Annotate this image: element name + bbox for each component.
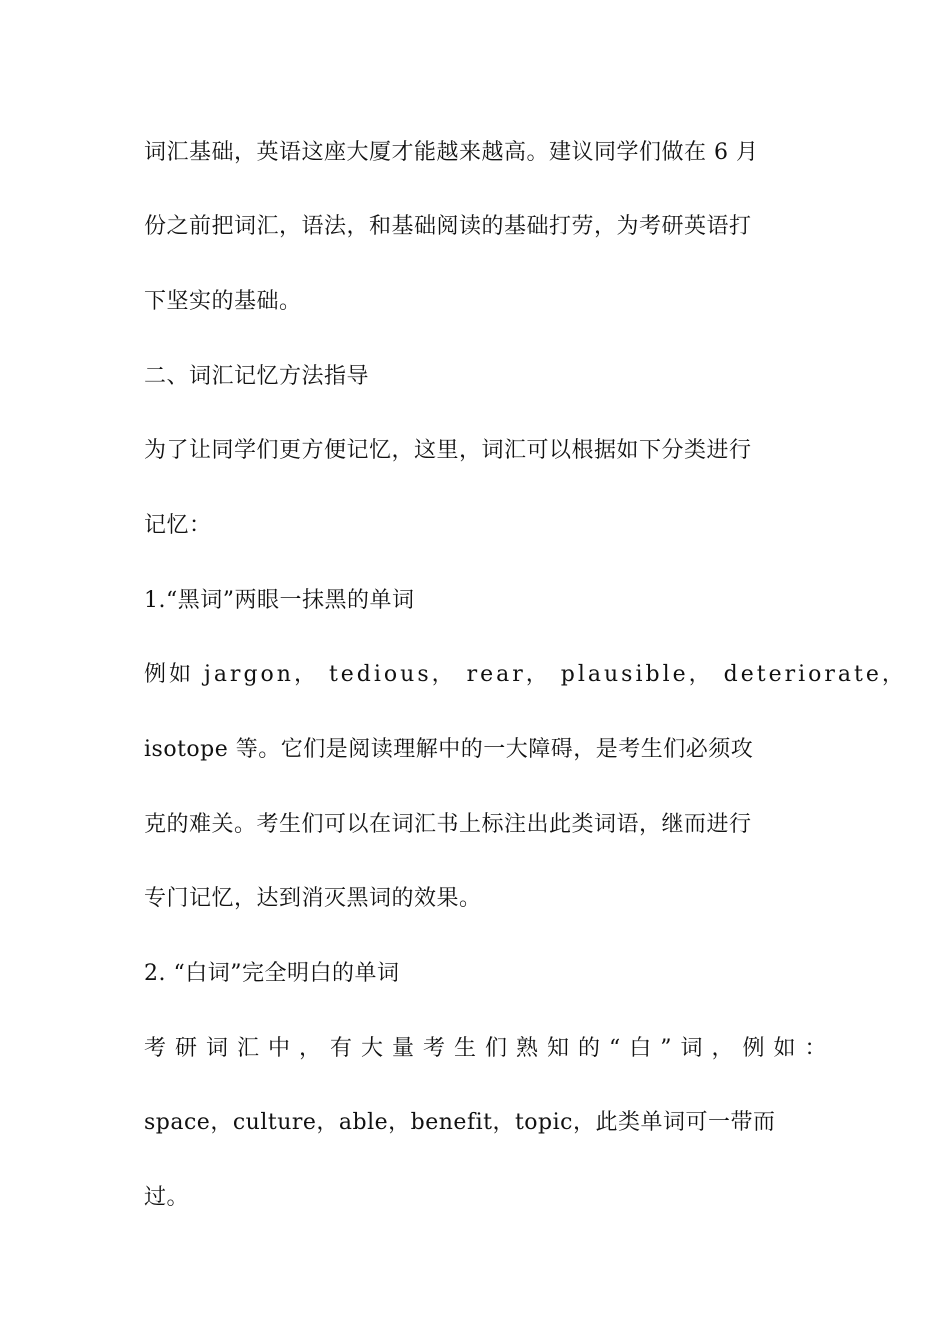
subheading-black-words: 1.“黑词”两眼一抹黑的单词 (144, 588, 415, 613)
subheading-white-words: 2. “白词”完全明白的单词 (144, 961, 400, 986)
section-heading: 二、词汇记忆方法指导 (144, 364, 370, 389)
paragraph-line-8: 例如 jargon， tedious， rear， plausible， deteriorate， (144, 662, 907, 687)
paragraph-line-10: 克的难关。考生们可以在词汇书上标注出此类词语，继而进行 (144, 812, 752, 837)
paragraph-line-6: 记忆： (144, 513, 212, 538)
paragraph-line-13: 考研词汇中，有大量考生们熟知的“白”词，例如： (144, 1036, 836, 1061)
paragraph-line-1: 词汇基础，英语这座大厦才能越来越高。建议同学们做在 6 月 (144, 140, 759, 165)
paragraph-line-2: 份之前把词汇，语法，和基础阅读的基础打劳，为考研英语打 (144, 214, 752, 239)
paragraph-line-5: 为了让同学们更方便记忆，这里，词汇可以根据如下分类进行 (144, 438, 752, 463)
paragraph-line-9: isotope 等。它们是阅读理解中的一大障碍，是考生们必须攻 (144, 737, 754, 762)
paragraph-line-14: space，culture，able，benefit，topic，此类单词可一带而 (144, 1110, 776, 1135)
paragraph-line-3: 下坚实的基础。 (144, 289, 302, 314)
paragraph-line-15: 过。 (144, 1185, 190, 1210)
paragraph-line-11: 专门记忆，达到消灭黑词的效果。 (144, 886, 482, 911)
